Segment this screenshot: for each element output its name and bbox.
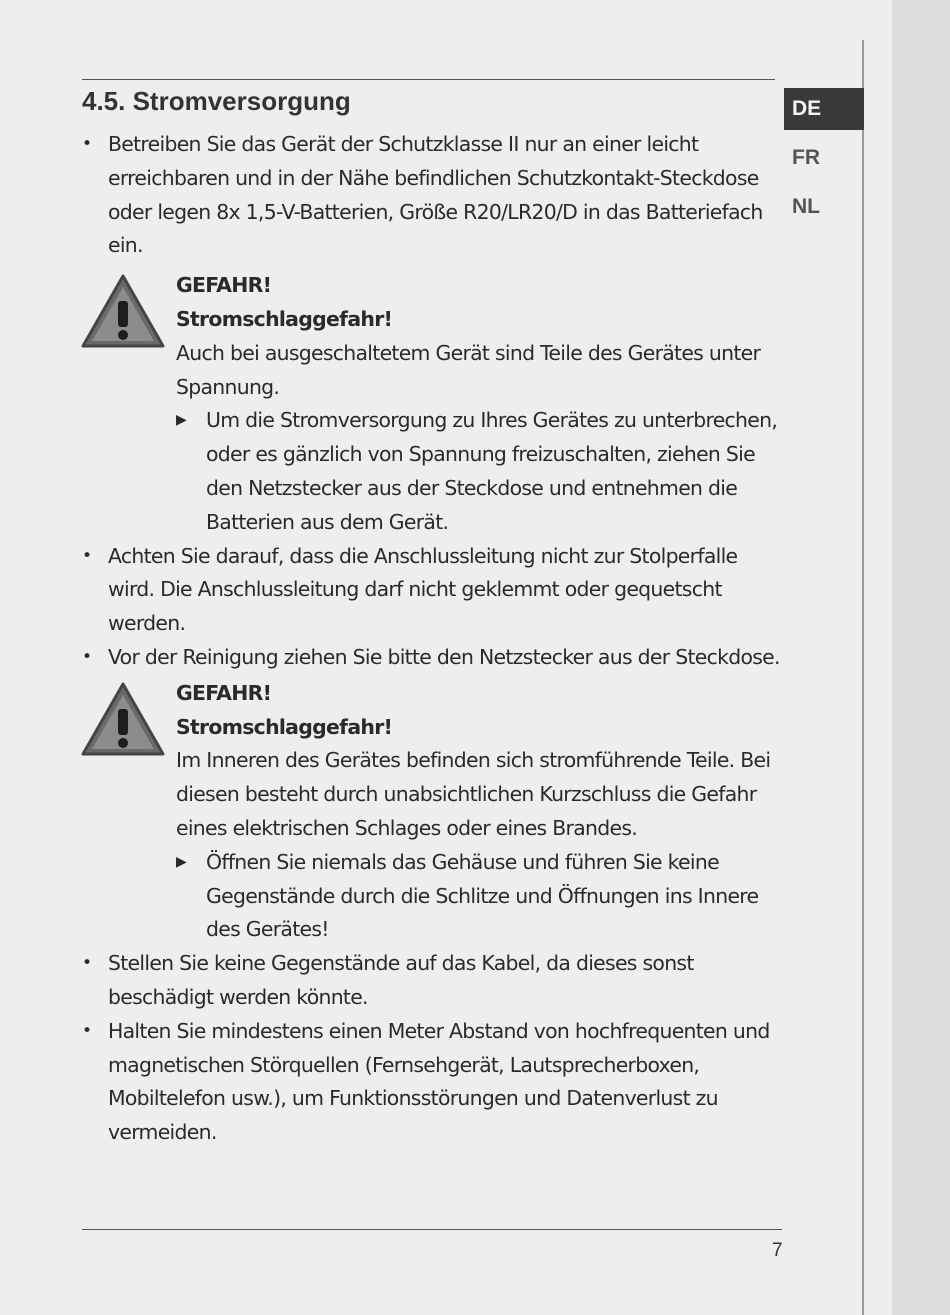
warning-block-2: [80, 677, 780, 947]
warning-block-1: [80, 269, 780, 539]
warning-step-text-2: Öffnen Sie niemals das Gehäuse und führen Sie keine Gegenstände durch die Schlitze und Öffnungen ins Innere des Gerätes!: [206, 849, 759, 942]
warning-triangle-icon: [80, 273, 166, 349]
page-fold-line: [862, 40, 864, 1315]
lang-tab-de[interactable]: DE: [784, 88, 864, 130]
play-arrow-icon: ▶: [176, 412, 187, 429]
warning-subtitle-2: Stromschlaggefahr!: [176, 714, 393, 739]
warning-label-2: GEFAHR!: [176, 680, 272, 705]
bullet-interference: • Halten Sie mindestens einen Meter Abstand von hochfrequenten und magnetischen Störquellen (Fernsehgerät, Lautsprecherboxen, Mobiltelefon usw.), um Funktionsstörungen und Datenverlust zu vermeiden.: [80, 1015, 780, 1150]
warning-triangle-icon: [80, 681, 166, 757]
bullet-cable-trip: • Achten Sie darauf, dass die Anschlussleitung nicht zur Stolperfalle wird. Die Anschlussleitung darf nicht geklemmt oder gequetscht werden.: [80, 540, 780, 641]
footer-rule: [82, 1229, 782, 1230]
page-edge: [892, 0, 950, 1315]
warning-text-1: Auch bei ausgeschaltetem Gerät sind Teile des Gerätes unter Spannung.: [176, 340, 761, 399]
header-rule: [82, 79, 775, 80]
page-number: 7: [772, 1240, 783, 1261]
bullet-cleaning: • Vor der Reinigung ziehen Sie bitte den Netzstecker aus der Steckdose.: [80, 641, 780, 675]
bullet-power-connection: • Betreiben Sie das Gerät der Schutzklasse II nur an einer leicht erreichbaren und in der Nähe befindlichen Schutzkontakt-Steckdose oder legen 8x 1,5-V-Batterien, Größe R20/LR20/D in das Batteriefach ein.: [80, 128, 780, 263]
warning-label-1: GEFAHR!: [176, 273, 272, 298]
play-arrow-icon: ▶: [176, 853, 187, 870]
warning-subtitle-1: Stromschlaggefahr!: [176, 306, 393, 331]
section-content: [80, 128, 780, 1150]
lang-tab-nl[interactable]: NL: [792, 195, 820, 218]
warning-text-2: Im Inneren des Gerätes befinden sich stromführende Teile. Bei diesen besteht durch unabsichtlichen Kurzschluss die Gefahr eines elektrischen Schlages oder eines Brandes.: [176, 748, 771, 840]
lang-tab-fr[interactable]: FR: [792, 146, 820, 169]
section-title: 4.5. Stromversorgung: [82, 86, 351, 116]
warning-step-1: [176, 404, 780, 539]
warning-step-text-1: Um die Stromversorgung zu Ihres Gerätes zu unterbrechen, oder es gänzlich von Spannung freizuschalten, ziehen Sie den Netzstecker aus der Steckdose und entnehmen die Batterien aus dem Gerät.: [206, 408, 778, 534]
bullet-cable-objects: • Stellen Sie keine Gegenstände auf das Kabel, da dieses sonst beschädigt werden könnte.: [80, 947, 780, 1015]
warning-step-2: [176, 846, 780, 947]
